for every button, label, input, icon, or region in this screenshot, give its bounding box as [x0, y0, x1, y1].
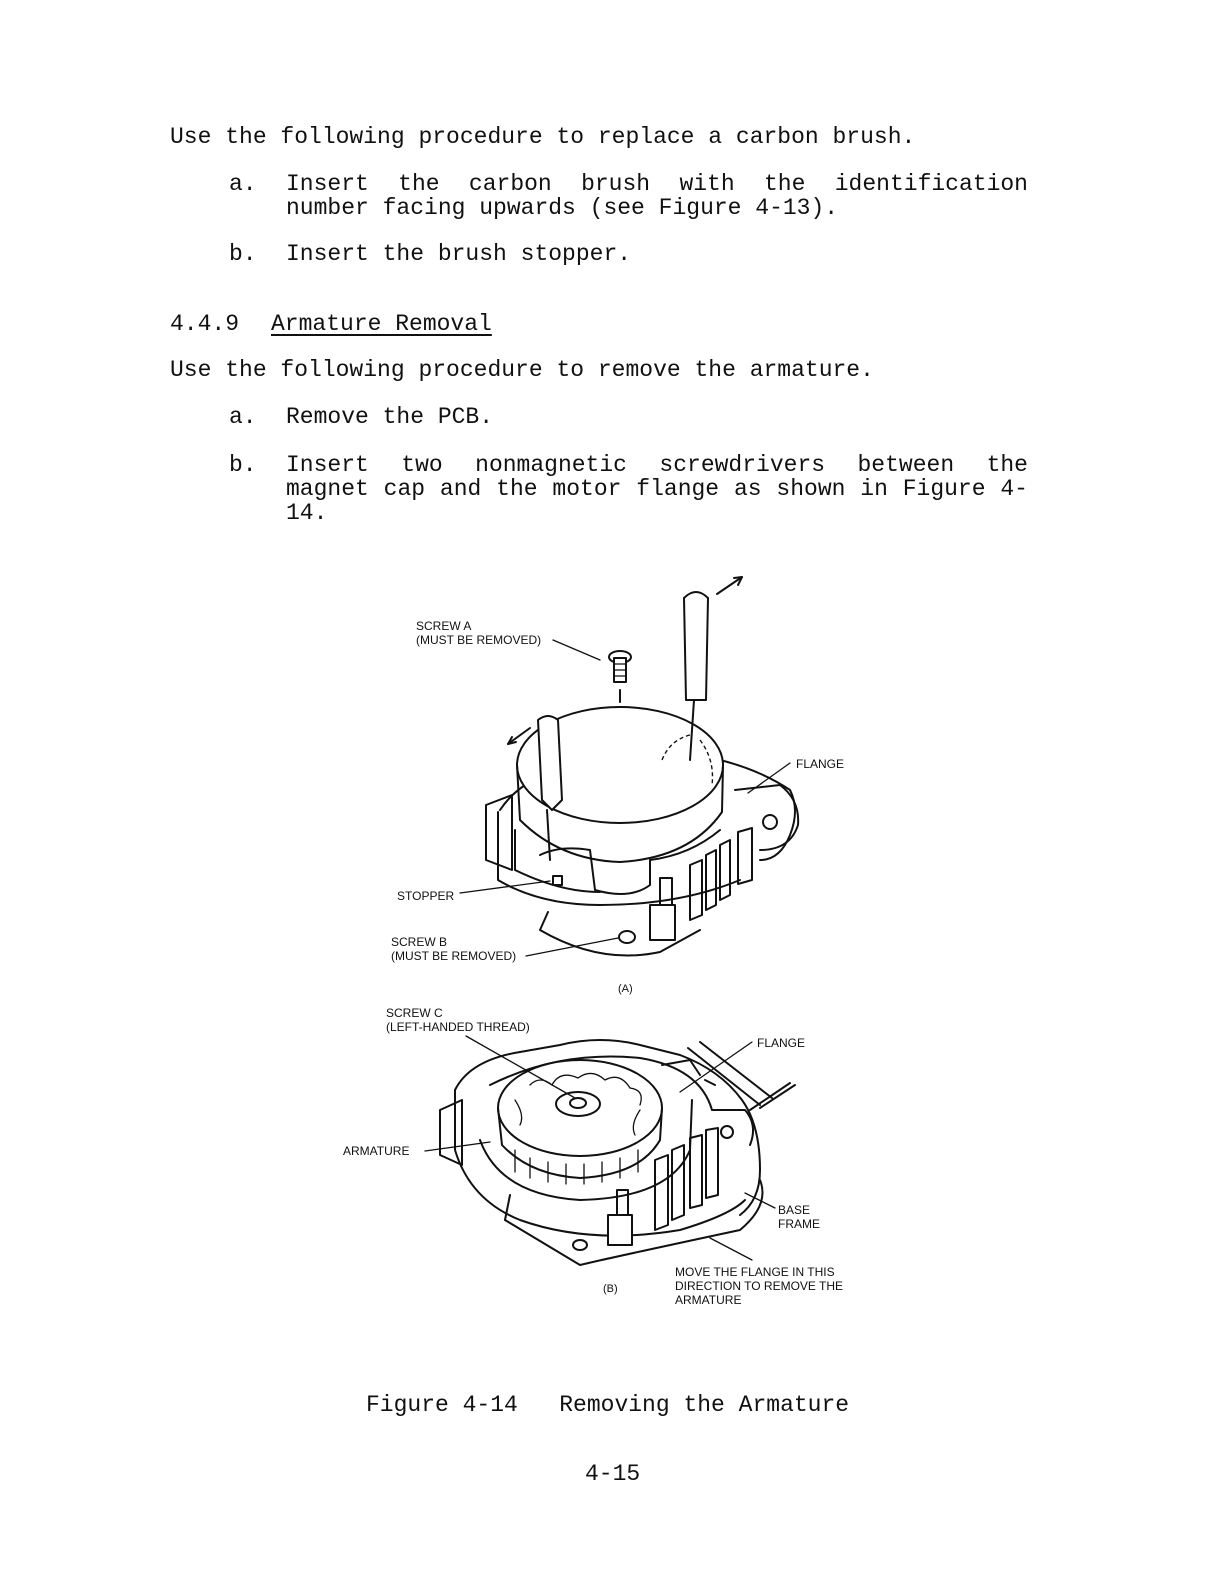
label-stopper: STOPPER: [397, 889, 455, 903]
step-letter: a.: [229, 171, 257, 197]
step-text: Remove the PCB.: [286, 404, 494, 430]
figure-caption: Figure 4-14 Removing the Armature: [366, 1392, 850, 1418]
step-letter: b.: [229, 241, 257, 267]
label-armature: ARMATURE: [343, 1144, 410, 1158]
label-base-frame: BASE FRAME: [778, 1203, 820, 1231]
intro-armature-text: Use the following procedure to remove the armature.: [170, 357, 874, 383]
label-screw-c: SCREW C (LEFT-HANDED THREAD): [386, 1006, 530, 1034]
label-move-note: MOVE THE FLANGE IN THIS DIRECTION TO REMOVE THE ARMATURE: [675, 1265, 844, 1307]
motor-assembly-b: [425, 1036, 795, 1265]
step-text: Insert the carbon brush with the identification number facing upwards (see Figure 4-13).: [286, 171, 1028, 221]
page-number: 4-15: [585, 1461, 641, 1487]
step-text: Insert two nonmagnetic screwdrivers between the magnet cap and the motor flange as shown in Figure 4-14.: [286, 452, 1028, 526]
section-number: 4.4.9: [170, 311, 240, 337]
label-panel-b: (B): [603, 1283, 618, 1295]
label-screw-b: SCREW B (MUST BE REMOVED): [391, 935, 517, 963]
label-flange-a: FLANGE: [796, 757, 845, 771]
step-letter: b.: [229, 452, 257, 478]
label-flange-b: FLANGE: [757, 1036, 806, 1050]
label-panel-a: (A): [618, 983, 633, 995]
step-letter: a.: [229, 404, 257, 430]
step-text: Insert the brush stopper.: [286, 241, 632, 267]
label-screw-a: SCREW A (MUST BE REMOVED): [416, 619, 542, 647]
section-title: Armature Removal: [271, 311, 492, 337]
intro-brush-text: Use the following procedure to replace a carbon brush.: [170, 124, 916, 150]
